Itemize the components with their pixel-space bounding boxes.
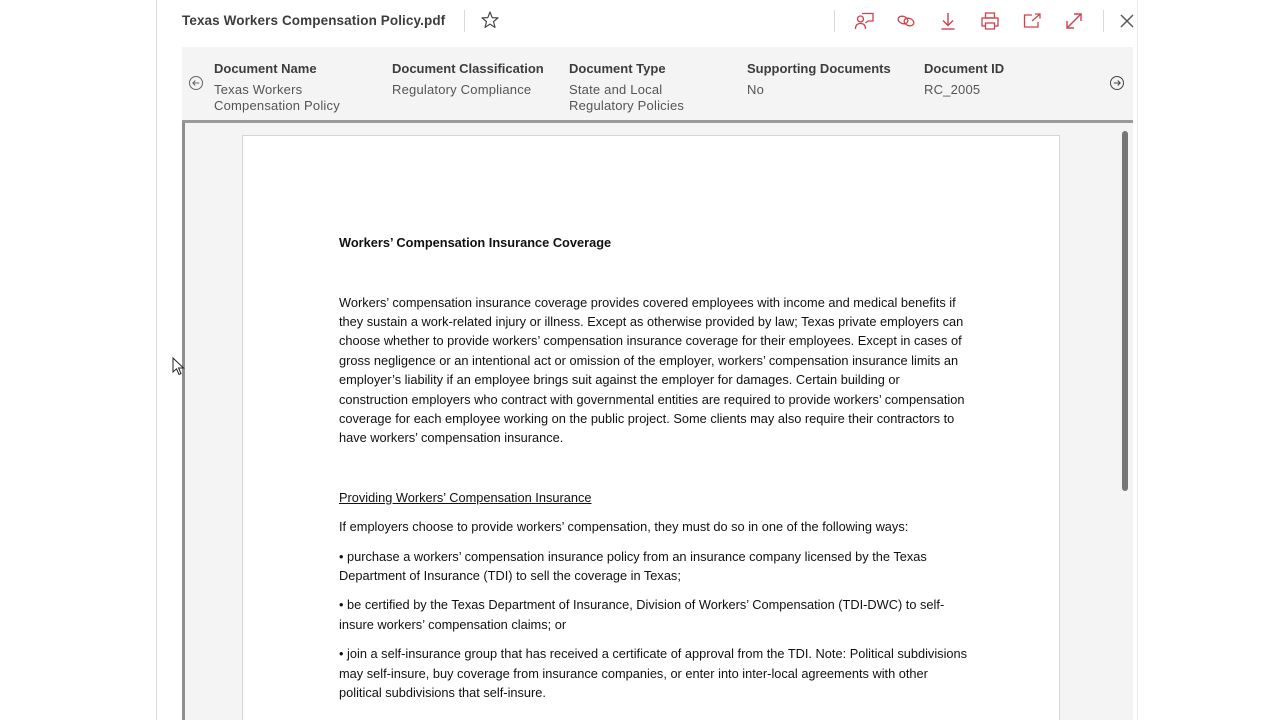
metadata-document-classification [392, 61, 567, 98]
download-icon [937, 10, 959, 32]
metadata-label: Document ID [924, 61, 1005, 76]
background-right [1137, 0, 1280, 720]
metadata-label: Supporting Documents [747, 61, 891, 76]
print-button[interactable] [977, 8, 1003, 34]
toolbar-divider [834, 10, 835, 32]
toolbar-divider [1103, 10, 1104, 32]
previous-metadata-button[interactable] [188, 75, 204, 91]
metadata-document-name [214, 61, 384, 114]
document-heading: Workers’ Compensation Insurance Coverage [339, 235, 612, 250]
pdf-viewer[interactable] [182, 123, 1133, 720]
metadata-label: Document Name [214, 61, 317, 76]
metadata-document-type [569, 61, 719, 114]
mouse-cursor-icon [172, 357, 186, 377]
metadata-label: Document Classification [392, 61, 544, 76]
download-button[interactable] [935, 8, 961, 34]
metadata-value: No [747, 82, 765, 97]
metadata-supporting-documents [747, 61, 917, 98]
next-metadata-button[interactable] [1109, 75, 1125, 91]
document-intro: If employers choose to provide workers’ compensation, they must do so in one of the following ways: [339, 519, 909, 535]
printer-icon [979, 10, 1001, 32]
expand-button[interactable] [1061, 8, 1087, 34]
document-subheading: Providing Workers’ Compensation Insurance [339, 489, 592, 505]
metadata-document-id [924, 61, 1074, 98]
metadata-value: Texas Workers Compensation Policy [214, 82, 340, 113]
metadata-value: RC_2005 [924, 82, 981, 97]
page-content [339, 233, 969, 702]
metadata-bar [182, 47, 1133, 123]
copy-link-button[interactable] [893, 8, 919, 34]
arrow-right-circle-icon [1109, 75, 1125, 91]
metadata-label: Document Type [569, 61, 666, 76]
user-share-icon [853, 10, 875, 32]
document-bullet: • join a self-insurance group that has received a certificate of approval from the TDI. Note: Political subdivisions may self-insure, buy coverage from insurance companies, or enter into inter-local agreements with other political subdivisions that self-insure. [339, 646, 968, 700]
preview-toolbar [157, 0, 1138, 42]
open-external-button[interactable] [1019, 8, 1045, 34]
preview-header [157, 0, 1138, 42]
background-left [0, 0, 156, 720]
close-icon [1116, 10, 1138, 32]
pdf-page [242, 135, 1060, 720]
expand-icon [1063, 10, 1085, 32]
file-title: Texas Workers Compensation Policy.pdf [182, 13, 446, 28]
metadata-value: Regulatory Compliance [392, 82, 532, 97]
document-bullet: • be certified by the Texas Department of Insurance, Division of Workers’ Compensation (TDI-DWC) to self-insure workers’ compensation claims; or [339, 597, 945, 632]
external-link-icon [1021, 10, 1043, 32]
vertical-scrollbar-thumb[interactable] [1122, 131, 1128, 491]
document-paragraph: Workers’ compensation insurance coverage provides covered employees with income and medical benefits if they sustain a work-related injury or illness. Except as otherwise provided by law; Texas private employers can choose whether to provide workers’ compensation insurance coverage for their employees. Except in cases of gross negligence or an intentional act or omission of the employer, workers’ compensation insurance limits an employer’s liability if an employee brings suit against the employer for damages. Certain building or construction employers who contract with governmental entities are required to provide workers’ compensation coverage for each employee working on the public project. Some clients may also require their contractors to have workers’ compensation insurance. [339, 294, 965, 446]
metadata-value: State and Local Regulatory Policies [569, 82, 685, 113]
document-preview-panel [156, 0, 1137, 720]
document-bullet: • purchase a workers’ compensation insurance policy from an insurance company licensed by the Texas Department of Insurance (TDI) to sell the coverage in Texas; [339, 548, 927, 583]
arrow-left-circle-icon [188, 75, 204, 91]
link-icon [895, 10, 917, 32]
share-with-user-button[interactable] [851, 8, 877, 34]
